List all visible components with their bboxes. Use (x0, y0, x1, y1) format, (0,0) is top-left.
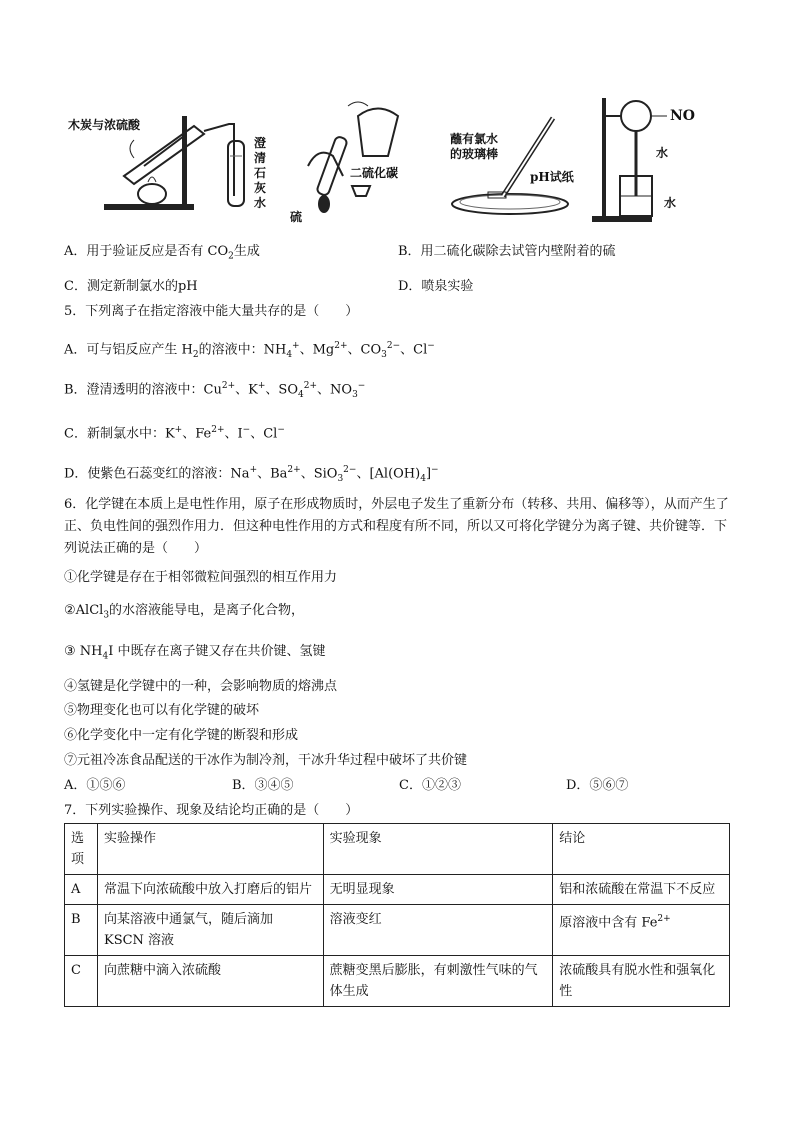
row-option: C (65, 956, 98, 1007)
q5-stem: 5．下列离子在指定溶液中能大量共存的是（ ） (64, 304, 359, 319)
figure-cs2-test-tube (288, 96, 418, 226)
apparatus-drawing-2 (288, 96, 418, 226)
experiment-table (64, 823, 730, 1007)
label-no-gas: NO (670, 108, 695, 124)
row-conclusion: 原溶液中含有 $Fe^{2+}$ (553, 905, 730, 956)
header-phenomenon: 实验现象 (323, 824, 553, 875)
q6-option-d: D．⑤⑥⑦ (566, 778, 629, 793)
q4-option-d: D．喷泉实验 (398, 279, 474, 294)
row-phenomenon: 无明显现象 (323, 875, 553, 905)
q6-option-a: A．①⑤⑥ (64, 778, 126, 793)
q6-statement-2: ②AlCl$_3$的水溶液能导电，是离子化合物， (64, 603, 305, 621)
table-row (65, 905, 730, 956)
table-header-row (65, 824, 730, 875)
table-row (65, 956, 730, 1007)
row-operation: 向蔗糖中滴入浓硫酸 (97, 956, 323, 1007)
row-phenomenon: 蔗糖变黑后膨胀，有刺激性气味的气体生成 (323, 956, 553, 1007)
table-row (65, 875, 730, 905)
label-sulfur: 硫 (290, 210, 303, 224)
q4-option-b: B．用二硫化碳除去试管内壁附着的硫 (398, 244, 616, 259)
figure-charcoal-sulfuric-acid (64, 96, 274, 226)
figure-fountain-experiment (592, 96, 722, 226)
q5-option-c: C．新制氯水中：K+、$Fe^{2+}$、I−、Cl− (64, 425, 285, 442)
q5-option-b: B．澄清透明的溶液中：$Cu^{2+}$、K+、$SO_4^{2+}$、$NO_3^-$ (64, 381, 366, 400)
apparatus-drawing-4 (592, 96, 722, 226)
row-phenomenon: 溶液变红 (323, 905, 553, 956)
header-conclusion: 结论 (553, 824, 730, 875)
label-charcoal-acid: 木炭与浓硫酸 (68, 118, 141, 132)
q6-option-c: C．①②③ (399, 778, 461, 793)
q6-statement-7: ⑦元祖冷冻食品配送的干冰作为制冷剂，干冰升华过程中破坏了共价键 (64, 753, 468, 768)
header-operation: 实验操作 (97, 824, 323, 875)
q6-statement-6: ⑥化学变化中一定有化学键的断裂和形成 (64, 728, 299, 743)
row-option: B (65, 905, 98, 956)
q4-option-a: A．用于验证反应是否有 $CO_2$生成 (64, 244, 260, 262)
q6-statement-3: ③ $NH_4I$ 中既存在离子键又存在共价键、氢键 (64, 644, 326, 662)
q6-option-b: B．③④⑤ (232, 778, 294, 793)
q6-statement-5: ⑤物理变化也可以有化学键的破坏 (64, 703, 260, 718)
q6-stem: 6．化学键在本质上是电性作用，原子在形成物质时，外层电子发生了重新分布（转移、共用、偏移等），从而产生了正、负电性间的强烈作用力．但这种电性作用的方式和程度有所不同，所以又可将化学键分为离子键、共价键等．下列说法正确的是（ ） (64, 497, 729, 556)
label-ph-paper: pH试纸 (530, 170, 574, 184)
label-chlorine-rod: 蘸有氯水的玻璃棒 (450, 132, 499, 161)
row-conclusion: 浓硫酸具有脱水性和强氧化性 (553, 956, 730, 1007)
row-operation: 向某溶液中通氯气，随后滴加 KSCN 溶液 (97, 905, 323, 956)
label-limewater: 澄清石灰水 (254, 136, 267, 210)
q5-option-a: A．可与铝反应产生 $H_2$的溶液中：$NH_4^+$、$Mg^{2+}$、$CO_3^{2-}$、Cl− (64, 341, 435, 360)
row-conclusion: 铝和浓硫酸在常温下不反应 (553, 875, 730, 905)
row-option: A (65, 875, 98, 905)
q5-option-d: D．使紫色石蕊变红的溶液：Na+、$Ba^{2+}$、SiO$_3^{2-}$、$[Al(OH)_4]^-$ (64, 465, 439, 484)
label-water-bottom: 水 (664, 196, 677, 210)
header-option: 选项 (65, 824, 98, 875)
row-operation: 常温下向浓硫酸中放入打磨后的铝片 (97, 875, 323, 905)
q4-option-c: C．测定新制氯水的pH (64, 279, 198, 294)
figure-chlorine-ph (448, 96, 583, 226)
label-water-top: 水 (656, 146, 669, 160)
q7-stem: 7．下列实验操作、现象及结论均正确的是（ ） (64, 803, 359, 818)
q6-statement-1: ①化学键是存在于相邻微粒间强烈的相互作用力 (64, 570, 338, 585)
q6-statement-4: ④氢键是化学键中的一种，会影响物质的熔沸点 (64, 679, 338, 694)
label-cs2: 二硫化碳 (350, 166, 399, 180)
